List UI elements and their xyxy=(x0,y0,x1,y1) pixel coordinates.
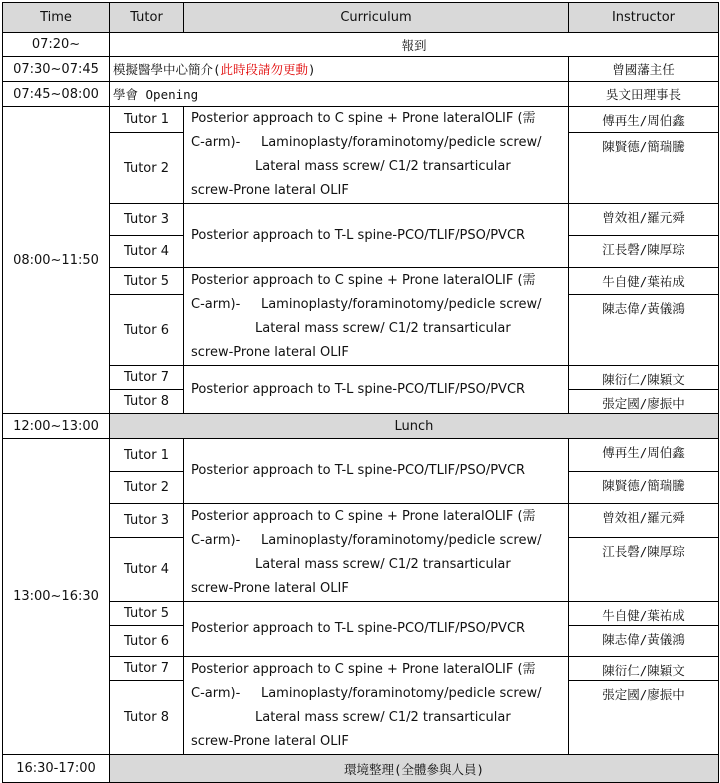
curriculum-cell xyxy=(184,268,569,366)
tutor-cell: Tutor 1 xyxy=(110,439,184,472)
tutor-cell: Tutor 2 xyxy=(110,472,184,504)
curriculum-cell: Posterior approach to T-L spine-PCO/TLIF/PSO/PVCR xyxy=(184,602,569,657)
curriculum-cell: Posterior approach to T-L spine-PCO/TLIF/PSO/PVCR xyxy=(184,366,569,414)
afternoon-time-cell: 13:00~16:30 xyxy=(3,439,110,755)
table-row xyxy=(3,414,719,439)
curriculum-line: Posterior approach to C spine + Prone lateralOLIF (需 xyxy=(191,272,536,288)
curriculum-line: screw-Prone lateral OLIF xyxy=(191,344,349,360)
time-cell: 16:30-17:00 xyxy=(3,755,110,783)
schedule-table xyxy=(2,2,719,783)
curriculum-line: Posterior approach to C spine + Prone lateralOLIF (需 xyxy=(191,661,536,677)
table-row xyxy=(3,657,719,681)
tutor-cell: Tutor 6 xyxy=(110,295,184,366)
curriculum-line: C-arm)- Laminoplasty/foraminotomy/pedicle screw/ xyxy=(191,296,542,312)
instructor-cell: 傅再生/周伯鑫 xyxy=(569,439,719,472)
instructor-cell: 曾效祖/羅元舜 xyxy=(569,204,719,236)
tutor-cell: Tutor 3 xyxy=(110,504,184,538)
instructor-cell: 牛自健/葉祐成 xyxy=(569,602,719,626)
curriculum-cell: Posterior approach to T-L spine-PCO/TLIF/PSO/PVCR xyxy=(184,204,569,268)
table-row xyxy=(3,107,719,133)
table-row xyxy=(3,57,719,82)
tutor-cell: Tutor 7 xyxy=(110,657,184,681)
curriculum-line: Lateral mass screw/ C1/2 transarticular xyxy=(255,320,511,336)
header-time: Time xyxy=(3,3,110,33)
instructor-cell: 陳賢德/簡瑞騰 xyxy=(569,133,719,204)
curriculum-line: C-arm)- Laminoplasty/foraminotomy/pedicle screw/ xyxy=(191,135,542,150)
table-row xyxy=(3,268,719,295)
table-row xyxy=(3,366,719,390)
curriculum-line: Lateral mass screw/ C1/2 transarticular xyxy=(255,556,511,572)
tutor-cell: Tutor 5 xyxy=(110,268,184,295)
curriculum-cell: Posterior approach to T-L spine-PCO/TLIF/PSO/PVCR xyxy=(184,439,569,504)
instructor-cell: 陳衍仁/陳穎文 xyxy=(569,366,719,390)
table-row xyxy=(3,33,719,57)
curriculum-line: C-arm)- Laminoplasty/foraminotomy/pedicle screw/ xyxy=(191,685,542,701)
instructor-cell: 陳志偉/黃儀鴻 xyxy=(569,295,719,366)
table-row xyxy=(3,755,719,783)
table-row xyxy=(3,504,719,538)
header-instructor: Instructor xyxy=(569,3,719,33)
tutor-cell: Tutor 8 xyxy=(110,390,184,414)
tutor-cell: Tutor 5 xyxy=(110,602,184,626)
curriculum-line: screw-Prone lateral OLIF xyxy=(191,733,349,749)
intro-close: ) xyxy=(308,62,316,77)
table-row xyxy=(3,204,719,236)
curriculum-line: Posterior approach to C spine + Prone lateralOLIF (需 xyxy=(191,111,536,126)
tutor-cell: Tutor 2 xyxy=(110,133,184,204)
tutor-cell: Tutor 7 xyxy=(110,366,184,390)
morning-time-cell: 08:00~11:50 xyxy=(3,107,110,414)
table-row xyxy=(3,439,719,472)
curriculum-line: screw-Prone lateral OLIF xyxy=(191,580,349,596)
intro-warning: 此時段請勿更動 xyxy=(220,62,309,77)
curriculum-line: Lateral mass screw/ C1/2 transarticular xyxy=(255,709,511,725)
instructor-cell: 江長磬/陳厚琮 xyxy=(569,236,719,268)
tutor-cell: Tutor 8 xyxy=(110,681,184,755)
instructor-cell: 張定國/廖振中 xyxy=(569,390,719,414)
intro-cell xyxy=(110,57,569,82)
tutor-cell: Tutor 6 xyxy=(110,626,184,657)
time-cell: 07:45~08:00 xyxy=(3,82,110,107)
instructor-cell: 吳文田理事長 xyxy=(569,82,719,107)
instructor-cell: 陳賢德/簡瑞騰 xyxy=(569,472,719,504)
cleanup-cell: 環境整理(全體參與人員) xyxy=(110,755,719,783)
tutor-cell: Tutor 1 xyxy=(110,107,184,133)
table-row xyxy=(3,82,719,107)
intro-text: 模擬醫學中心簡介( xyxy=(113,62,221,77)
instructor-cell: 張定國/廖振中 xyxy=(569,681,719,755)
curriculum-cell xyxy=(184,657,569,755)
time-cell: 07:20~ xyxy=(3,33,110,57)
opening-cell: 學會 Opening xyxy=(110,82,569,107)
header-curriculum: Curriculum xyxy=(184,3,569,33)
tutor-cell: Tutor 4 xyxy=(110,538,184,602)
table-row xyxy=(3,602,719,626)
instructor-cell: 陳衍仁/陳穎文 xyxy=(569,657,719,681)
instructor-cell: 傅再生/周伯鑫 xyxy=(569,107,719,133)
instructor-cell: 曾效祖/羅元舜 xyxy=(569,504,719,538)
checkin-cell: 報到 xyxy=(110,33,719,57)
instructor-cell: 陳志偉/黃儀鴻 xyxy=(569,626,719,657)
tutor-cell: Tutor 3 xyxy=(110,204,184,236)
time-cell: 12:00~13:00 xyxy=(3,414,110,439)
instructor-cell: 曾國藩主任 xyxy=(569,57,719,82)
header-tutor: Tutor xyxy=(110,3,184,33)
curriculum-line: screw-Prone lateral OLIF xyxy=(191,183,349,198)
time-cell: 07:30~07:45 xyxy=(3,57,110,82)
instructor-cell: 江長磬/陳厚琮 xyxy=(569,538,719,602)
curriculum-cell xyxy=(184,504,569,602)
instructor-cell: 牛自健/葉祐成 xyxy=(569,268,719,295)
curriculum-line: Lateral mass screw/ C1/2 transarticular xyxy=(255,159,511,174)
curriculum-line: C-arm)- Laminoplasty/foraminotomy/pedicle screw/ xyxy=(191,532,542,548)
tutor-cell: Tutor 4 xyxy=(110,236,184,268)
lunch-cell: Lunch xyxy=(110,414,719,439)
curriculum-line: Posterior approach to C spine + Prone lateralOLIF (需 xyxy=(191,508,536,524)
curriculum-cell xyxy=(184,107,569,204)
header-row xyxy=(3,3,719,33)
